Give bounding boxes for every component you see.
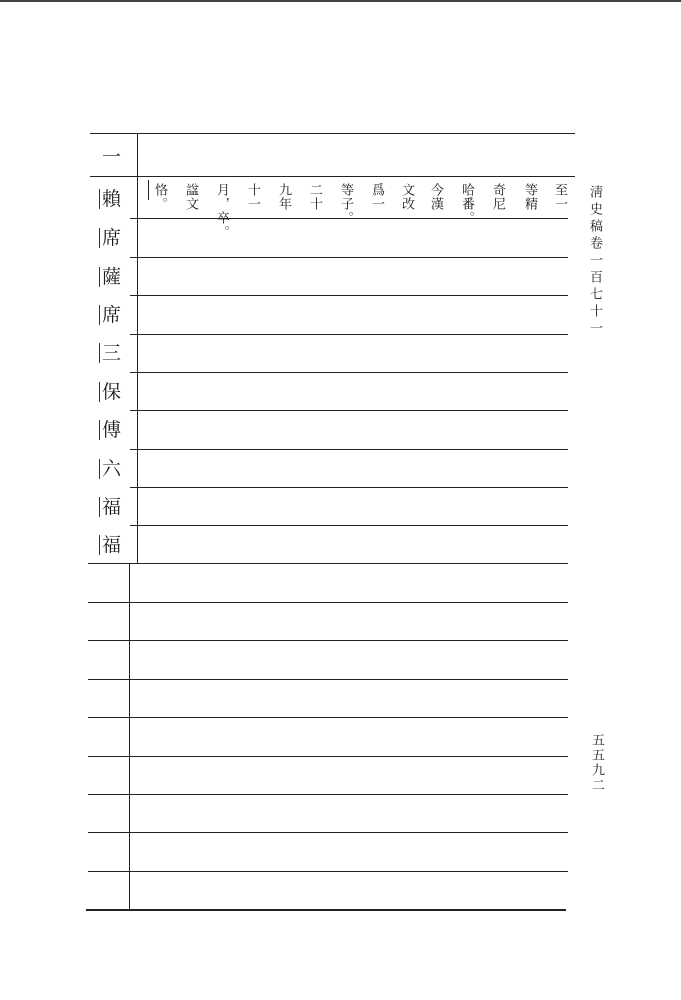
row1-column-1: 至一 (552, 183, 567, 211)
row-line-14 (88, 679, 568, 680)
row1-column-8: 等子。 (338, 183, 353, 225)
row-line-11 (88, 563, 568, 564)
name-text: 六 (101, 458, 121, 480)
row1-column-5: 今漢 (428, 183, 443, 211)
name-cell-9 (93, 488, 130, 526)
row1-column-13: 諡文 (183, 183, 198, 211)
row1-column-2: 等精 (522, 183, 537, 211)
row-line-5 (130, 334, 568, 335)
name-cell-5 (93, 334, 130, 372)
row1-column-7: 爲一 (369, 183, 384, 211)
first-column-divider (148, 180, 149, 200)
row1-column-6: 文改 (399, 183, 414, 211)
header-row-label: 一 (101, 146, 121, 168)
row1-column-3: 奇尼 (490, 183, 505, 211)
name-text: 三 (101, 342, 121, 364)
row1-column-10: 九年 (276, 183, 291, 211)
name-text: 福 (101, 534, 121, 556)
name-text: 傅 (101, 419, 121, 441)
row1-column-4: 哈番。 (459, 183, 474, 225)
name-cell-3 (93, 258, 130, 296)
row-line-3 (130, 257, 568, 258)
name-cell-1 (93, 180, 130, 218)
page-top-border (0, 0, 681, 2)
row-line-7 (130, 410, 568, 411)
row1-column-14: 恪。 (152, 183, 167, 211)
row-line-12 (88, 602, 568, 603)
name-text: 賴 (101, 188, 121, 210)
name-cell-10 (93, 526, 130, 564)
table-bottom-line (86, 909, 566, 911)
row-line-6 (130, 372, 568, 373)
name-text: 福 (101, 496, 121, 518)
row-line-4 (130, 295, 568, 296)
row-line-16 (88, 756, 568, 757)
page-number: 五五九二 (589, 733, 604, 793)
row-line-10 (130, 525, 568, 526)
row-line-17 (88, 794, 568, 795)
name-cell-4 (93, 296, 130, 334)
name-text: 保 (101, 381, 121, 403)
name-text: 薩 (101, 266, 121, 288)
row-line-9 (130, 487, 568, 488)
row1-column-12: 月，卒。 (214, 183, 229, 239)
table-left-divider-bottom (129, 563, 130, 910)
row1-column-11: 十一 (245, 183, 260, 211)
row-line-8 (130, 449, 568, 450)
row-line-13 (88, 640, 568, 641)
name-cell-2 (93, 219, 130, 257)
row1-column-9: 二十 (307, 183, 322, 211)
table-left-divider-top (137, 133, 138, 563)
name-text: 席 (101, 227, 121, 249)
table-top-line (90, 133, 575, 134)
row-line-19 (88, 871, 568, 872)
row-line-1 (90, 176, 575, 177)
name-cell-8 (93, 450, 130, 488)
side-title: 淸史稿卷一百七十一 (587, 185, 602, 338)
row-line-15 (88, 717, 568, 718)
row-line-18 (88, 832, 568, 833)
name-cell-6 (93, 373, 130, 411)
name-text: 席 (101, 304, 121, 326)
name-cell-7 (93, 411, 130, 449)
